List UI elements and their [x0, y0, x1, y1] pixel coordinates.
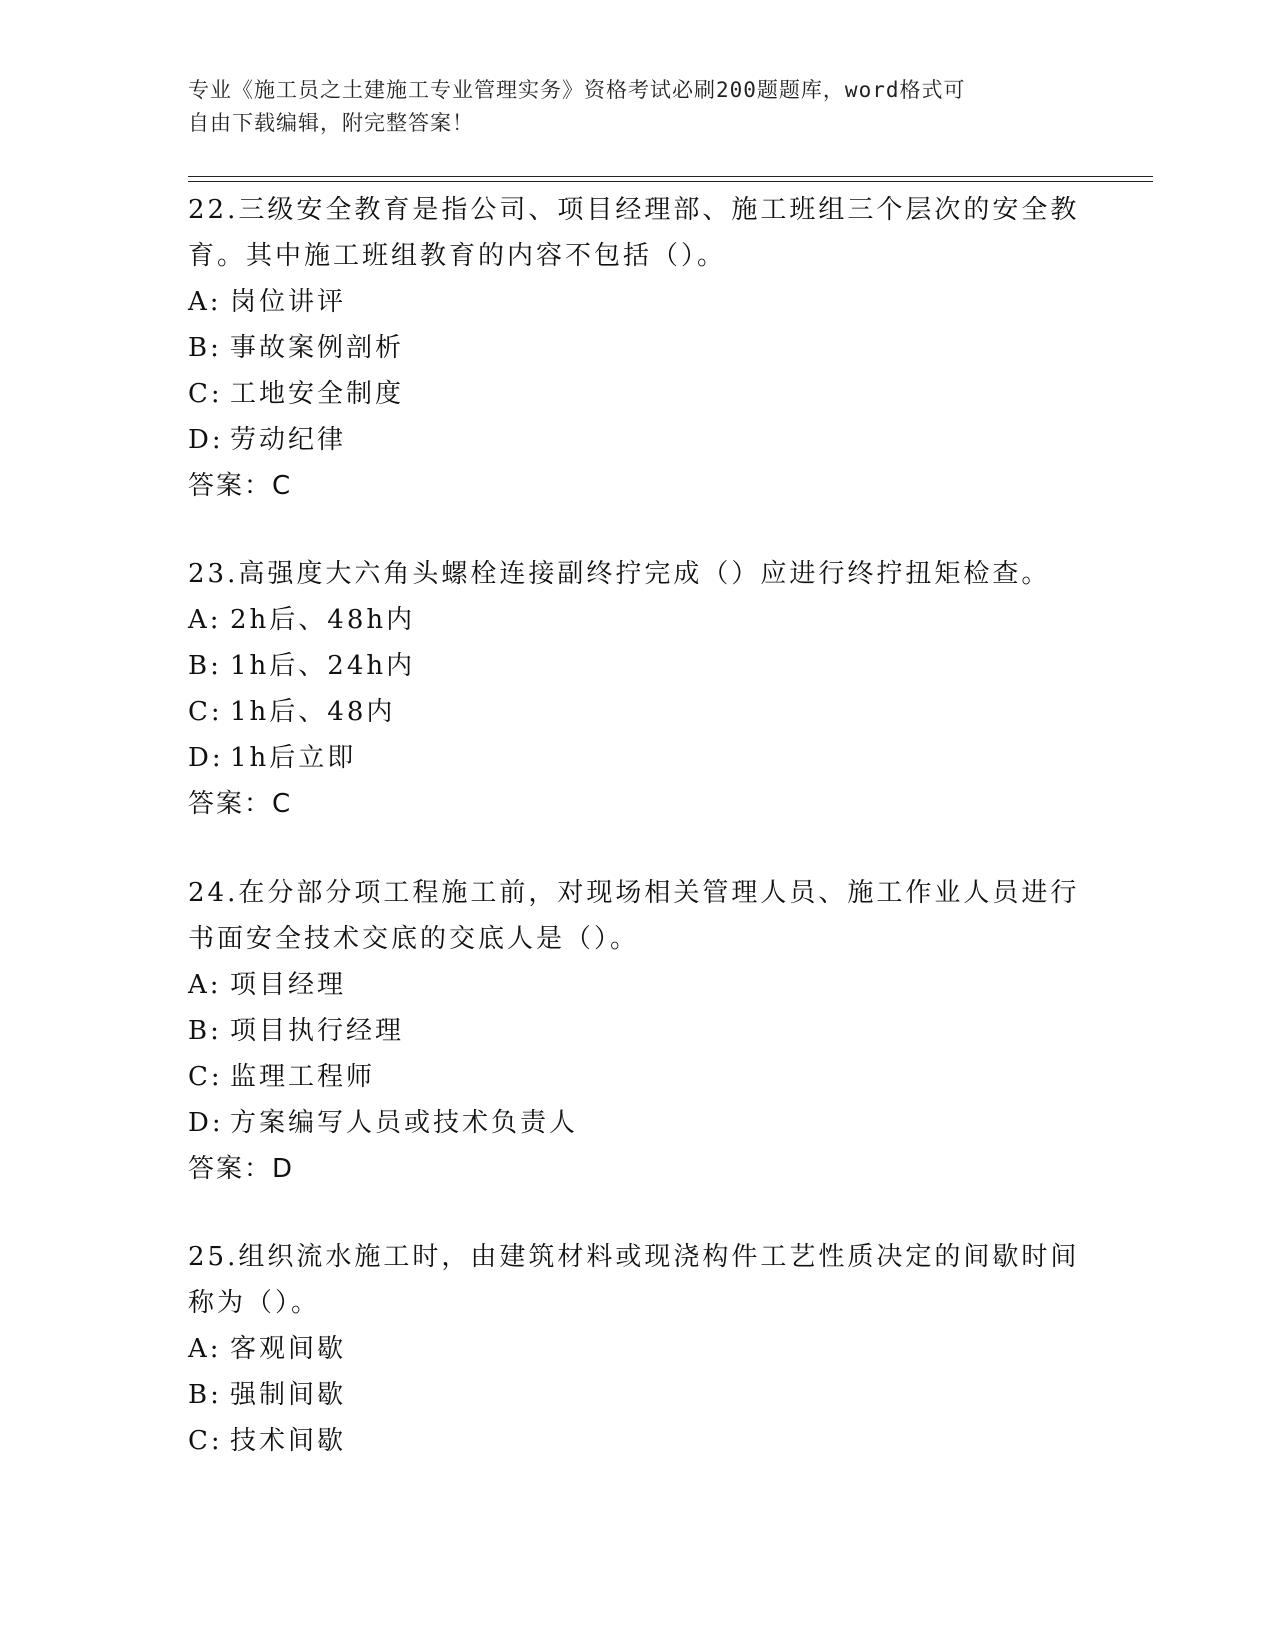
answer-line: 答案：D	[188, 1154, 295, 1184]
option-b	[188, 1008, 1088, 1054]
option-a	[188, 597, 1088, 643]
option-text: 客观间歇	[230, 1334, 347, 1364]
option-d	[188, 1100, 1088, 1146]
option-a	[188, 279, 1088, 325]
option-text: 岗位讲评	[230, 287, 347, 317]
option-label: B:	[188, 651, 222, 681]
option-text: 1h后立即	[230, 743, 357, 773]
option-text: 技术间歇	[230, 1426, 347, 1456]
option-b	[188, 1372, 1088, 1418]
option-label: A:	[188, 970, 222, 1000]
option-a	[188, 962, 1088, 1008]
option-label: B:	[188, 1380, 222, 1410]
question-stem-line: 育。其中施工班组教育的内容不包括（）。	[188, 241, 727, 271]
option-text: 工地安全制度	[230, 379, 405, 409]
option-label: C:	[188, 697, 223, 727]
question-24	[188, 870, 1088, 1192]
question-stem-line: 称为（）。	[188, 1288, 321, 1318]
question-stem-line: 书面安全技术交底的交底人是（）。	[188, 924, 640, 954]
question-stem-line: 23.高强度大六角头螺栓连接副终拧完成（）应进行终拧扭矩检查。	[188, 559, 1051, 589]
header-divider-top	[188, 176, 1153, 177]
option-text: 强制间歇	[230, 1380, 347, 1410]
option-a	[188, 1326, 1088, 1372]
question-22	[188, 187, 1088, 509]
option-c	[188, 1418, 1088, 1464]
option-d	[188, 417, 1088, 463]
option-text: 监理工程师	[230, 1062, 376, 1092]
option-label: A:	[188, 287, 222, 317]
option-label: C:	[188, 379, 223, 409]
question-23	[188, 551, 1088, 827]
answer-line: 答案：C	[188, 789, 293, 819]
header-divider-bottom	[188, 181, 1153, 182]
header-line-1: 专业《施工员之土建施工专业管理实务》资格考试必刷200题题库，word格式可	[188, 78, 966, 102]
option-label: B:	[188, 333, 222, 363]
question-stem-line: 22.三级安全教育是指公司、项目经理部、施工班组三个层次的安全教	[188, 195, 1080, 225]
option-d	[188, 735, 1088, 781]
option-label: C:	[188, 1062, 223, 1092]
option-b	[188, 643, 1088, 689]
option-text: 项目执行经理	[230, 1016, 405, 1046]
answer-line: 答案：C	[188, 471, 293, 501]
option-label: D:	[188, 743, 224, 773]
question-stem-line: 25.组织流水施工时，由建筑材料或现浇构件工艺性质决定的间歇时间	[188, 1242, 1080, 1272]
option-c	[188, 1054, 1088, 1100]
document-header	[188, 74, 1068, 140]
option-text: 劳动纪律	[230, 425, 347, 455]
question-25	[188, 1234, 1088, 1464]
option-label: C:	[188, 1426, 223, 1456]
option-text: 事故案例剖析	[230, 333, 405, 363]
option-label: A:	[188, 605, 222, 635]
header-line-2: 自由下载编辑，附完整答案！	[188, 111, 474, 135]
option-label: D:	[188, 1108, 224, 1138]
option-text: 1h后、24h内	[230, 651, 416, 681]
option-c	[188, 371, 1088, 417]
option-text: 1h后、48内	[230, 697, 396, 727]
question-stem-line: 24.在分部分项工程施工前，对现场相关管理人员、施工作业人员进行	[188, 878, 1080, 908]
option-c	[188, 689, 1088, 735]
option-text: 方案编写人员或技术负责人	[230, 1108, 579, 1138]
option-label: D:	[188, 425, 224, 455]
option-label: A:	[188, 1334, 222, 1364]
option-text: 2h后、48h内	[230, 605, 416, 635]
option-text: 项目经理	[230, 970, 347, 1000]
option-label: B:	[188, 1016, 222, 1046]
option-b	[188, 325, 1088, 371]
